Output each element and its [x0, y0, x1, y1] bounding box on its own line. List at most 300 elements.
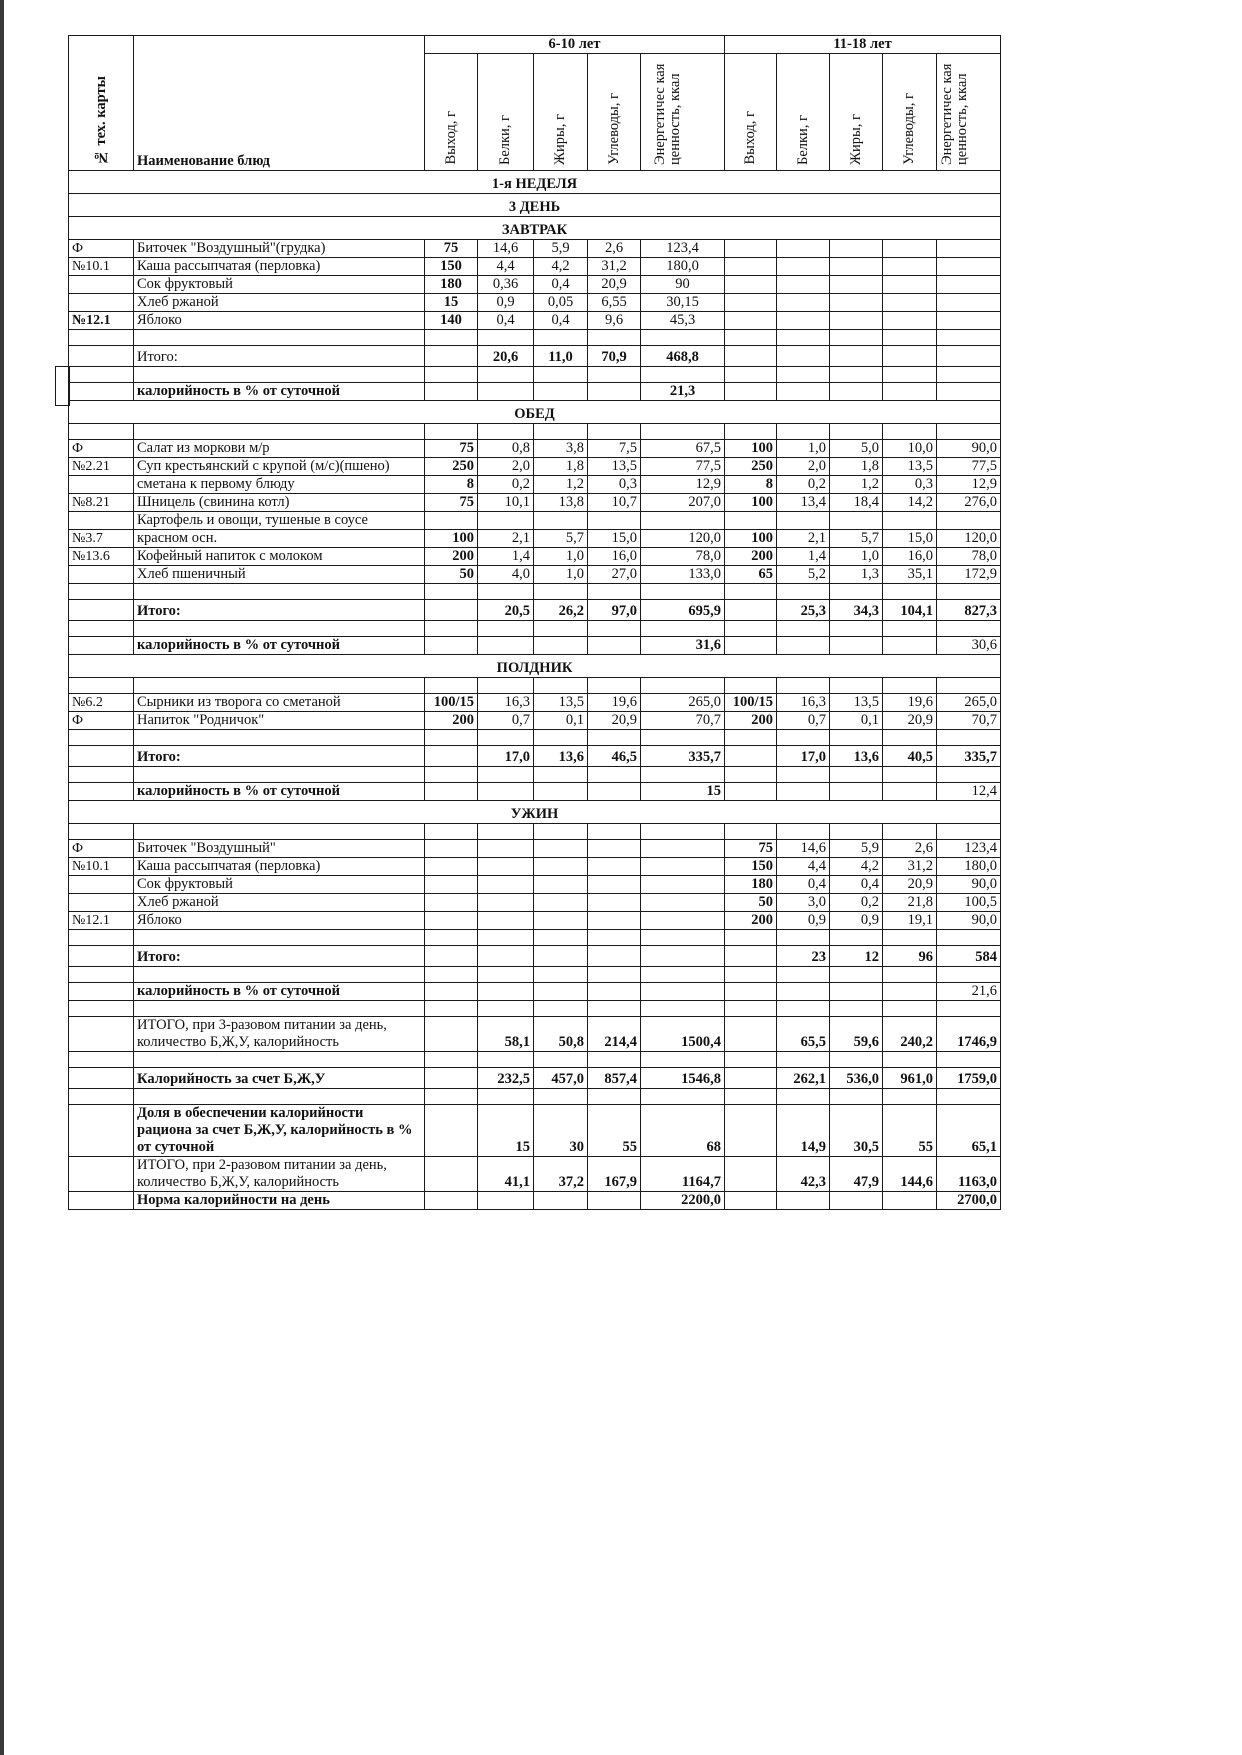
yield-6-10-cell — [425, 946, 478, 967]
spacer-row — [69, 424, 1001, 440]
fat-11-18-cell: 1,2 — [830, 476, 883, 494]
dish-name: сметана к первому блюду — [134, 476, 425, 494]
fat-6-10-cell: 0,05 — [534, 294, 588, 312]
carbs-11-18-cell — [883, 424, 937, 440]
tech-card-number — [69, 1105, 134, 1157]
yield-6-10-cell — [425, 383, 478, 401]
spacer-row — [69, 678, 1001, 694]
protein-6-10-cell — [478, 967, 534, 983]
dish-name: калорийность в % от суточной — [134, 637, 425, 655]
nutrient-header-text: Белки, г — [497, 115, 513, 165]
yield-6-10-cell — [425, 1017, 478, 1052]
protein-11-18-cell: 1,4 — [777, 548, 830, 566]
yield-6-10-cell — [425, 894, 478, 912]
summary-two-meal-row — [69, 1157, 1001, 1192]
fat-11-18-cell: 5,7 — [830, 530, 883, 548]
nutrient-header-text: Углеводы, г — [901, 93, 917, 165]
carbs-6-10-cell: 857,4 — [588, 1068, 641, 1089]
fat-11-18-cell: 12 — [830, 946, 883, 967]
protein-11-18-cell: 2,1 — [777, 530, 830, 548]
yield-6-10-cell: 100 — [425, 530, 478, 548]
energy-6-10-cell — [641, 767, 725, 783]
yield-11-18-cell — [725, 367, 777, 383]
dish-name: Картофель и овощи, тушеные в соусе — [134, 512, 425, 530]
protein-11-18-cell — [777, 346, 830, 367]
carbs-11-18-cell — [883, 983, 937, 1001]
energy-11-18-cell: 1163,0 — [937, 1157, 1001, 1192]
dish-name: Итого: — [134, 946, 425, 967]
yield-6-10-cell: 200 — [425, 712, 478, 730]
yield-6-10-cell — [425, 637, 478, 655]
carbs-11-18-cell — [883, 346, 937, 367]
protein-6-10-cell — [478, 383, 534, 401]
protein-11-18-cell — [777, 930, 830, 946]
yield-6-10-cell — [425, 912, 478, 930]
yield-6-10-cell — [425, 1089, 478, 1105]
yield-11-18-cell — [725, 424, 777, 440]
nutrient-header-text: Энергетичес кая ценность, ккал — [939, 63, 970, 165]
carbs-6-10-cell — [588, 840, 641, 858]
tech-card-number — [69, 876, 134, 894]
dish-name — [134, 621, 425, 637]
calorie-percent-row — [69, 383, 1001, 401]
summary-share-row — [69, 1105, 1001, 1157]
energy-6-10-cell: 133,0 — [641, 566, 725, 584]
yield-6-10-cell — [425, 678, 478, 694]
tech-card-number: №2.21 — [69, 458, 134, 476]
carbs-6-10-cell — [588, 858, 641, 876]
dish-name: Итого: — [134, 746, 425, 767]
fat-6-10-cell — [534, 424, 588, 440]
protein-11-18-cell — [777, 767, 830, 783]
tech-card-number — [69, 678, 134, 694]
energy-6-10-cell: 12,9 — [641, 476, 725, 494]
yield-6-10-cell — [425, 876, 478, 894]
fat-11-18-cell: 13,5 — [830, 694, 883, 712]
yield-11-18-cell: 200 — [725, 912, 777, 930]
energy-11-18-cell: 90,0 — [937, 912, 1001, 930]
summary-two-meal-label-2: количество Б,Ж,У, калорийность — [137, 1174, 339, 1190]
energy-6-10-cell — [641, 912, 725, 930]
dish-name — [134, 424, 425, 440]
protein-6-10-cell: 0,9 — [478, 294, 534, 312]
protein-6-10-cell: 15 — [478, 1105, 534, 1157]
yield-6-10-cell — [425, 824, 478, 840]
carbs-6-10-cell: 55 — [588, 1105, 641, 1157]
yield-11-18-cell — [725, 1068, 777, 1089]
fat-6-10-cell: 13,8 — [534, 494, 588, 512]
carbs-11-18-cell: 13,5 — [883, 458, 937, 476]
energy-11-18-cell — [937, 424, 1001, 440]
section-title-breakfast: ЗАВТРАК — [69, 217, 1001, 240]
carbs-11-18-cell — [883, 621, 937, 637]
dish-row — [69, 240, 1001, 258]
energy-11-18-cell — [937, 621, 1001, 637]
protein-6-10-cell — [478, 1001, 534, 1017]
yield-11-18-cell — [725, 930, 777, 946]
tech-card-number — [69, 476, 134, 494]
protein-6-10-cell: 4,4 — [478, 258, 534, 276]
yield-6-10-cell — [425, 858, 478, 876]
energy-11-18-cell: 2700,0 — [937, 1192, 1001, 1210]
dish-name — [134, 824, 425, 840]
fat-6-10-cell: 13,5 — [534, 694, 588, 712]
protein-6-10-cell — [478, 824, 534, 840]
dish-name: Шницель (свинина котл) — [134, 494, 425, 512]
protein-6-10-cell: 0,7 — [478, 712, 534, 730]
tech-card-number — [69, 512, 134, 530]
fat-11-18-cell — [830, 240, 883, 258]
fat-11-18-cell: 18,4 — [830, 494, 883, 512]
dish-row — [69, 294, 1001, 312]
carbs-6-10-cell — [588, 983, 641, 1001]
carbs-11-18-cell: 19,1 — [883, 912, 937, 930]
protein-6-10-cell — [478, 678, 534, 694]
carbs-11-18-cell: 96 — [883, 946, 937, 967]
yield-11-18-cell: 150 — [725, 858, 777, 876]
fat-6-10-cell — [534, 1001, 588, 1017]
dish-name: калорийность в % от суточной — [134, 783, 425, 801]
fat-6-10-cell — [534, 1089, 588, 1105]
fat-11-18-cell: 0,1 — [830, 712, 883, 730]
tech-card-number: №12.1 — [69, 312, 134, 330]
carbs-11-18-cell — [883, 1001, 937, 1017]
energy-11-18-cell: 180,0 — [937, 858, 1001, 876]
carbs-11-18-cell — [883, 258, 937, 276]
carbs-6-10-cell — [588, 876, 641, 894]
energy-6-10-cell — [641, 367, 725, 383]
energy-6-10-cell — [641, 1001, 725, 1017]
yield-6-10-cell — [425, 983, 478, 1001]
dish-name: Биточек "Воздушный" — [134, 840, 425, 858]
energy-6-10-cell — [641, 621, 725, 637]
carbs-6-10-cell: 19,6 — [588, 694, 641, 712]
day-title: 3 ДЕНЬ — [69, 194, 1001, 217]
protein-11-18-cell: 0,7 — [777, 712, 830, 730]
tech-card-number — [69, 767, 134, 783]
protein-6-10-cell — [478, 1192, 534, 1210]
dish-row — [69, 312, 1001, 330]
yield-6-10-cell — [425, 967, 478, 983]
energy-11-18-cell — [937, 330, 1001, 346]
fat-6-10-cell: 3,8 — [534, 440, 588, 458]
fat-11-18-cell — [830, 1192, 883, 1210]
fat-6-10-cell — [534, 730, 588, 746]
carbs-11-18-cell: 144,6 — [883, 1157, 937, 1192]
summary-calories-bju-row — [69, 1068, 1001, 1089]
tech-card-number — [69, 1157, 134, 1192]
carbs-6-10-cell — [588, 912, 641, 930]
carbs-11-18-cell: 10,0 — [883, 440, 937, 458]
fat-11-18-cell — [830, 258, 883, 276]
fat-6-10-cell — [534, 367, 588, 383]
yield-11-18-cell — [725, 258, 777, 276]
dish-row — [69, 530, 1001, 548]
protein-11-18-cell: 0,2 — [777, 476, 830, 494]
total-row — [69, 946, 1001, 967]
yield-6-10-cell — [425, 730, 478, 746]
yield-11-18-cell — [725, 730, 777, 746]
yield-11-18-cell: 200 — [725, 712, 777, 730]
protein-11-18-cell — [777, 258, 830, 276]
energy-11-18-cell — [937, 967, 1001, 983]
fat-11-18-cell — [830, 584, 883, 600]
protein-11-18-cell — [777, 424, 830, 440]
carbs-11-18-cell: 35,1 — [883, 566, 937, 584]
protein-6-10-cell — [478, 424, 534, 440]
fat-6-10-cell — [534, 1192, 588, 1210]
fat-11-18-cell: 1,8 — [830, 458, 883, 476]
fat-11-18-cell: 1,0 — [830, 548, 883, 566]
yield-11-18-cell — [725, 584, 777, 600]
section-title-lunch-row — [69, 401, 1001, 424]
protein-11-18-cell — [777, 512, 830, 530]
dish-row — [69, 548, 1001, 566]
section-title-lunch: ОБЕД — [69, 401, 1001, 424]
carbs-6-10-cell — [588, 367, 641, 383]
energy-11-18-cell: 584 — [937, 946, 1001, 967]
energy-11-18-cell — [937, 512, 1001, 530]
fat-6-10-cell — [534, 678, 588, 694]
summary-share-label-2: рациона за счет Б,Ж,У, калорийность в % — [137, 1122, 413, 1138]
dish-name — [134, 1052, 425, 1068]
protein-11-18-cell: 17,0 — [777, 746, 830, 767]
yield-6-10-cell: 180 — [425, 276, 478, 294]
energy-6-10-cell — [641, 894, 725, 912]
carbs-header-11-18 — [883, 54, 937, 171]
dish-row — [69, 458, 1001, 476]
yield-6-10-cell — [425, 1192, 478, 1210]
carbs-11-18-cell: 961,0 — [883, 1068, 937, 1089]
tech-card-number: Ф — [69, 840, 134, 858]
dish-name: Каша рассыпчатая (перловка) — [134, 258, 425, 276]
energy-6-10-cell — [641, 824, 725, 840]
yield-6-10-cell: 8 — [425, 476, 478, 494]
dish-name: Сок фруктовый — [134, 276, 425, 294]
protein-6-10-cell: 0,36 — [478, 276, 534, 294]
energy-6-10-cell: 120,0 — [641, 530, 725, 548]
carbs-6-10-cell: 6,55 — [588, 294, 641, 312]
yield-6-10-cell — [425, 367, 478, 383]
yield-6-10-cell — [425, 783, 478, 801]
carbs-6-10-cell: 10,7 — [588, 494, 641, 512]
dish-name — [134, 678, 425, 694]
nutrient-header-text: Жиры, г — [847, 114, 864, 165]
yield-11-18-cell — [725, 783, 777, 801]
yield-6-10-cell — [425, 746, 478, 767]
carbs-6-10-cell — [588, 767, 641, 783]
dish-row — [69, 912, 1001, 930]
dish-name: Кофейный напиток с молоком — [134, 548, 425, 566]
energy-11-18-cell: 1746,9 — [937, 1017, 1001, 1052]
carbs-11-18-cell — [883, 767, 937, 783]
carbs-6-10-cell: 0,3 — [588, 476, 641, 494]
protein-6-10-cell: 20,5 — [478, 600, 534, 621]
carbs-6-10-cell: 31,2 — [588, 258, 641, 276]
menu-body — [69, 171, 1001, 1210]
yield-6-10-cell: 75 — [425, 440, 478, 458]
protein-6-10-cell — [478, 767, 534, 783]
energy-11-18-cell: 78,0 — [937, 548, 1001, 566]
energy-6-10-cell — [641, 840, 725, 858]
summary-three-meal-row — [69, 1017, 1001, 1052]
tech-card-number — [69, 276, 134, 294]
dish-name: красном осн. — [134, 530, 425, 548]
fat-6-10-cell: 37,2 — [534, 1157, 588, 1192]
age-group-6-10-header: 6-10 лет — [425, 36, 725, 54]
carbs-11-18-cell — [883, 678, 937, 694]
dish-row — [69, 276, 1001, 294]
protein-header-6-10 — [478, 54, 534, 171]
protein-11-18-cell — [777, 330, 830, 346]
yield-11-18-cell — [725, 621, 777, 637]
carbs-6-10-cell — [588, 330, 641, 346]
tech-card-number — [69, 783, 134, 801]
protein-6-10-cell: 14,6 — [478, 240, 534, 258]
spacer-row — [69, 767, 1001, 783]
protein-6-10-cell — [478, 930, 534, 946]
fat-6-10-cell — [534, 894, 588, 912]
yield-6-10-cell — [425, 424, 478, 440]
energy-11-18-cell: 120,0 — [937, 530, 1001, 548]
nutrient-header-text: Жиры, г — [552, 114, 568, 165]
yield-11-18-cell — [725, 512, 777, 530]
yield-6-10-cell: 15 — [425, 294, 478, 312]
yield-11-18-cell — [725, 637, 777, 655]
tech-card-number — [69, 346, 134, 367]
energy-6-10-cell: 70,7 — [641, 712, 725, 730]
carbs-6-10-cell: 97,0 — [588, 600, 641, 621]
carbs-6-10-cell: 20,9 — [588, 276, 641, 294]
yield-11-18-cell — [725, 767, 777, 783]
dish-row — [69, 258, 1001, 276]
carbs-11-18-cell — [883, 367, 937, 383]
yield-6-10-cell — [425, 767, 478, 783]
tech-card-number: №10.1 — [69, 258, 134, 276]
spacer-row — [69, 330, 1001, 346]
dish-name: Суп крестьянский с крупой (м/с)(пшено) — [134, 458, 425, 476]
carbs-6-10-cell: 15,0 — [588, 530, 641, 548]
tech-card-number — [69, 621, 134, 637]
fat-11-18-cell — [830, 730, 883, 746]
energy-11-18-cell — [937, 1001, 1001, 1017]
energy-11-18-cell: 70,7 — [937, 712, 1001, 730]
yield-11-18-cell — [725, 824, 777, 840]
protein-11-18-cell — [777, 1052, 830, 1068]
tech-card-number — [69, 383, 134, 401]
fat-6-10-cell: 0,1 — [534, 712, 588, 730]
tech-card-number — [69, 566, 134, 584]
energy-11-18-cell: 827,3 — [937, 600, 1001, 621]
dish-name: Хлеб ржаной — [134, 894, 425, 912]
spacer-row — [69, 1089, 1001, 1105]
fat-11-18-cell — [830, 312, 883, 330]
protein-11-18-cell — [777, 1192, 830, 1210]
carbs-6-10-cell: 167,9 — [588, 1157, 641, 1192]
fat-6-10-cell — [534, 767, 588, 783]
carbs-6-10-cell: 214,4 — [588, 1017, 641, 1052]
protein-11-18-cell: 14,6 — [777, 840, 830, 858]
tech-card-number — [69, 424, 134, 440]
dish-name: Каша рассыпчатая (перловка) — [134, 858, 425, 876]
dish-name: Сырники из творога со сметаной — [134, 694, 425, 712]
fat-11-18-cell: 5,0 — [830, 440, 883, 458]
energy-11-18-cell — [937, 678, 1001, 694]
yield-6-10-cell — [425, 330, 478, 346]
energy-11-18-cell: 21,6 — [937, 983, 1001, 1001]
protein-11-18-cell: 0,9 — [777, 912, 830, 930]
week-title: 1-я НЕДЕЛЯ — [69, 171, 1001, 194]
carbs-6-10-cell: 27,0 — [588, 566, 641, 584]
yield-11-18-cell: 100 — [725, 494, 777, 512]
fat-11-18-cell: 47,9 — [830, 1157, 883, 1192]
energy-6-10-cell: 335,7 — [641, 746, 725, 767]
protein-11-18-cell: 42,3 — [777, 1157, 830, 1192]
carbs-11-18-cell — [883, 330, 937, 346]
tech-card-number: №8.21 — [69, 494, 134, 512]
protein-6-10-cell — [478, 946, 534, 967]
energy-6-10-cell: 207,0 — [641, 494, 725, 512]
dish-name — [134, 1001, 425, 1017]
protein-11-18-cell — [777, 783, 830, 801]
fat-11-18-cell: 1,3 — [830, 566, 883, 584]
calorie-percent-row — [69, 783, 1001, 801]
yield-11-18-cell — [725, 1052, 777, 1068]
fat-6-10-cell — [534, 967, 588, 983]
carbs-11-18-cell — [883, 294, 937, 312]
spacer-row — [69, 367, 1001, 383]
energy-11-18-cell — [937, 258, 1001, 276]
protein-11-18-cell: 5,2 — [777, 566, 830, 584]
protein-6-10-cell — [478, 876, 534, 894]
yield-header-6-10 — [425, 54, 478, 171]
tech-card-number: Ф — [69, 240, 134, 258]
fat-11-18-cell: 536,0 — [830, 1068, 883, 1089]
tech-card-number — [69, 730, 134, 746]
fat-6-10-cell: 26,2 — [534, 600, 588, 621]
tech-card-number — [69, 1017, 134, 1052]
carbs-11-18-cell — [883, 276, 937, 294]
energy-6-10-cell — [641, 983, 725, 1001]
fat-11-18-cell — [830, 1001, 883, 1017]
spacer-row — [69, 730, 1001, 746]
carbs-11-18-cell — [883, 824, 937, 840]
carbs-11-18-cell: 15,0 — [883, 530, 937, 548]
tech-card-number — [69, 600, 134, 621]
fat-header-11-18 — [830, 54, 883, 171]
fat-11-18-cell: 0,2 — [830, 894, 883, 912]
carbs-11-18-cell — [883, 930, 937, 946]
dish-name — [134, 1089, 425, 1105]
energy-11-18-cell: 90,0 — [937, 440, 1001, 458]
carbs-11-18-cell: 20,9 — [883, 712, 937, 730]
tech-card-number: №10.1 — [69, 858, 134, 876]
yield-11-18-cell — [725, 294, 777, 312]
section-title-snack-row — [69, 655, 1001, 678]
protein-6-10-cell — [478, 330, 534, 346]
protein-6-10-cell: 0,4 — [478, 312, 534, 330]
fat-11-18-cell — [830, 383, 883, 401]
nutrient-header-text: Белки, г — [794, 115, 811, 165]
protein-11-18-cell — [777, 584, 830, 600]
carbs-11-18-cell: 55 — [883, 1105, 937, 1157]
section-title-dinner: УЖИН — [69, 801, 1001, 824]
fat-11-18-cell — [830, 930, 883, 946]
yield-11-18-cell — [725, 967, 777, 983]
protein-11-18-cell — [777, 967, 830, 983]
energy-6-10-cell — [641, 1052, 725, 1068]
carbs-11-18-cell — [883, 512, 937, 530]
